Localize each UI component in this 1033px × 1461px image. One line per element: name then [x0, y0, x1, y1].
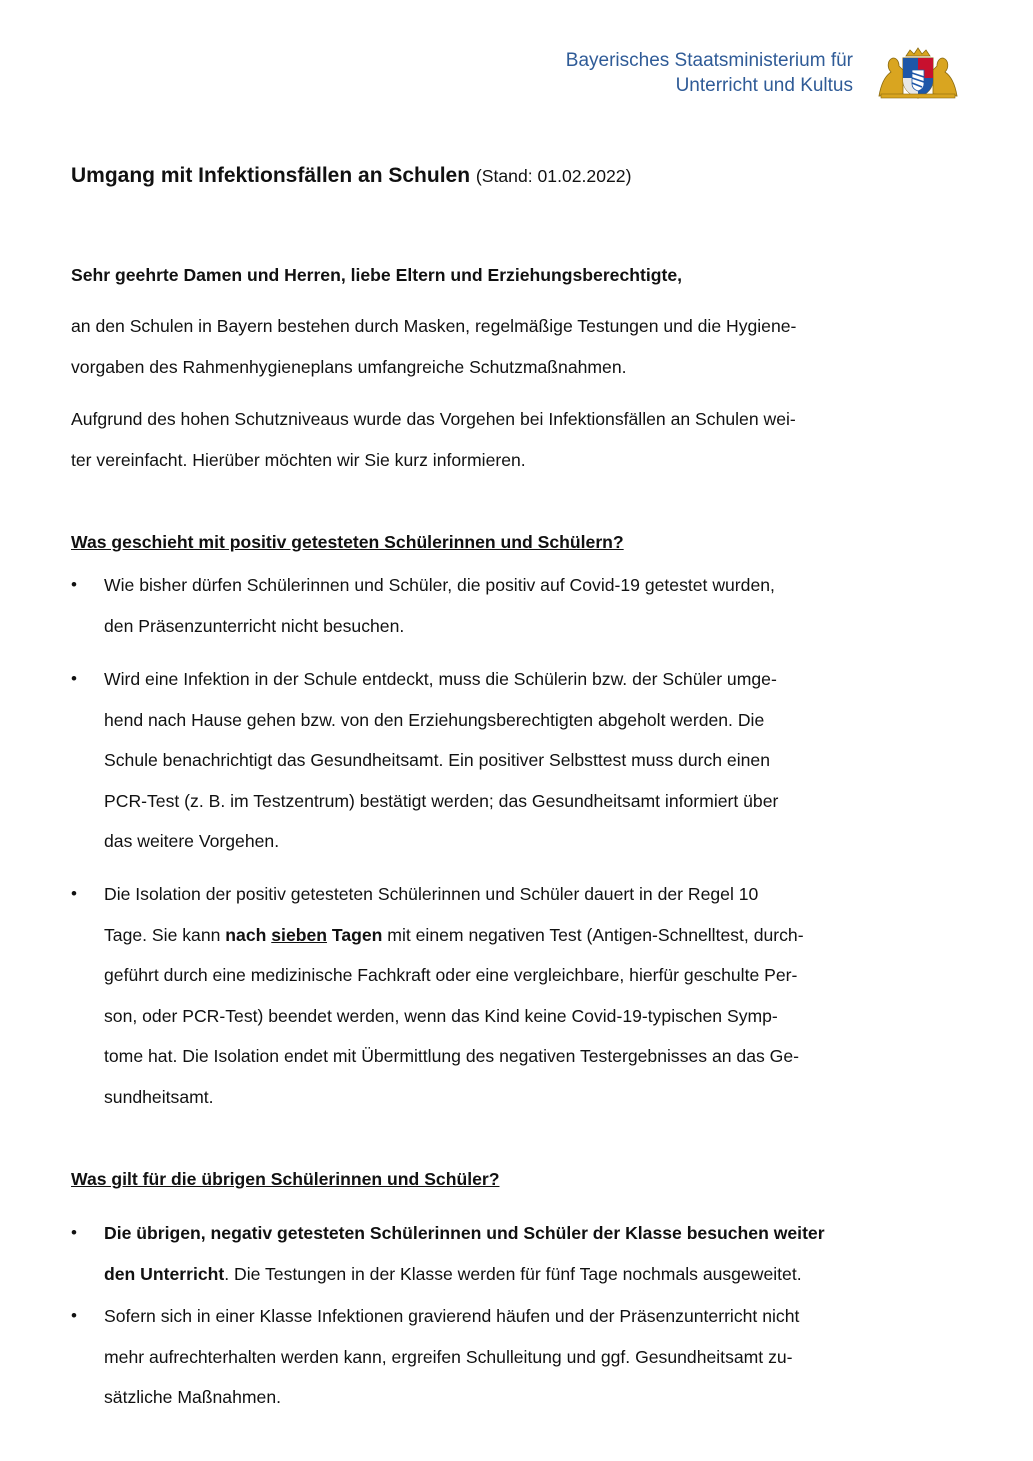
stand-date: (Stand: 01.02.2022): [475, 166, 632, 186]
ministry-name: [566, 48, 853, 98]
paragraph-line: vorgaben des Rahmenhygieneplans umfangreiche Schutzmaßnahmen.: [71, 357, 627, 377]
list-item-line: • Wie bisher dürfen Schülerinnen und Schüler, die positiv auf Covid-19 getestet wurden,: [104, 575, 775, 595]
paragraph-line: an den Schulen in Bayern bestehen durch Masken, regelmäßige Testungen und die Hygiene-: [71, 316, 797, 336]
paragraph-simplification: [71, 399, 916, 481]
list-item-line: son, oder PCR-Test) beendet werden, wenn das Kind keine Covid-19-typischen Symp-: [104, 1005, 778, 1026]
list-item-line: • Sofern sich in einer Klasse Infektionen gravierend häufen und der Präsenzunterricht nicht: [104, 1306, 800, 1326]
list-item: [104, 565, 916, 646]
document-title: [71, 164, 631, 188]
list-item-line: [104, 915, 916, 956]
list-item-line: sundheitsamt.: [104, 1086, 214, 1107]
list-item-line: • Wird eine Infektion in der Schule entdeckt, muss die Schülerin bzw. der Schüler umge-: [104, 669, 777, 689]
bold-text: den Unterricht: [104, 1263, 225, 1284]
list-item-line: • Die übrigen, negativ getesteten Schülerinnen und Schüler der Klasse besuchen weiter: [104, 1223, 825, 1243]
list-item-line: Schule benachrichtigt das Gesundheitsamt. Ein positiver Selbsttest muss durch einen: [104, 750, 770, 771]
bold-text: nach: [225, 924, 267, 945]
bold-text: Tagen: [331, 924, 383, 945]
bold-underlined-text: sieben: [271, 924, 328, 945]
list-item-line: [104, 1254, 916, 1295]
paragraph-line: ter vereinfacht. Hierüber möchten wir Sie kurz informieren.: [71, 450, 526, 470]
letterhead: [566, 46, 961, 100]
list-item-line: PCR-Test (z. B. im Testzentrum) bestätigt werden; das Gesundheitsamt informiert über: [104, 790, 779, 811]
text-run: Tage. Sie kann: [104, 924, 226, 945]
list-item-line: mehr aufrechterhalten werden kann, ergreifen Schulleitung und ggf. Gesundheitsamt zu-: [104, 1346, 793, 1367]
section-heading-positive: Was geschieht mit positiv getesteten Schülerinnen und Schülern?: [71, 532, 624, 552]
paragraph-intro: [71, 306, 916, 388]
greeting: Sehr geehrte Damen und Herren, liebe Eltern und Erziehungsberechtigte,: [71, 265, 683, 285]
text-run: mit einem negativen Test (Antigen-Schnelltest, durch-: [382, 924, 804, 945]
ministry-name-line2: Unterricht und Kultus: [675, 75, 853, 96]
ministry-name-line1: Bayerisches Staatsministerium für: [565, 50, 853, 71]
title-text: Umgang mit Infektionsfällen an Schulen: [71, 164, 471, 187]
paragraph-line: Aufgrund des hohen Schutzniveaus wurde das Vorgehen bei Infektionsfällen an Schulen wei-: [71, 409, 796, 429]
list-item: [104, 874, 916, 1118]
list-item: [104, 659, 916, 862]
list-item-line: den Präsenzunterricht nicht besuchen.: [104, 615, 405, 636]
list-item: [104, 1213, 916, 1294]
text-run: . Die Testungen in der Klasse werden für fünf Tage nochmals ausgeweitet.: [224, 1263, 802, 1284]
list-item-line: das weitere Vorgehen.: [104, 831, 280, 852]
list-item-line: tome hat. Die Isolation endet mit Übermittlung des negativen Testergebnisses an das Ge-: [104, 1046, 800, 1067]
list-item-line: • Die Isolation der positiv getesteten Schülerinnen und Schüler dauert in der Regel 10: [104, 884, 759, 904]
list-item-line: geführt durch eine medizinische Fachkraft oder eine vergleichbare, hierfür geschulte Per-: [104, 965, 798, 986]
list-item-line: hend nach Hause gehen bzw. von den Erziehungsberechtigten abgeholt werden. Die: [104, 709, 765, 730]
section-heading-others: Was gilt für die übrigen Schülerinnen und Schüler?: [71, 1169, 500, 1189]
list-item: [104, 1296, 916, 1418]
bavarian-coat-of-arms-icon: [875, 46, 961, 100]
list-item-line: sätzliche Maßnahmen.: [104, 1387, 281, 1408]
